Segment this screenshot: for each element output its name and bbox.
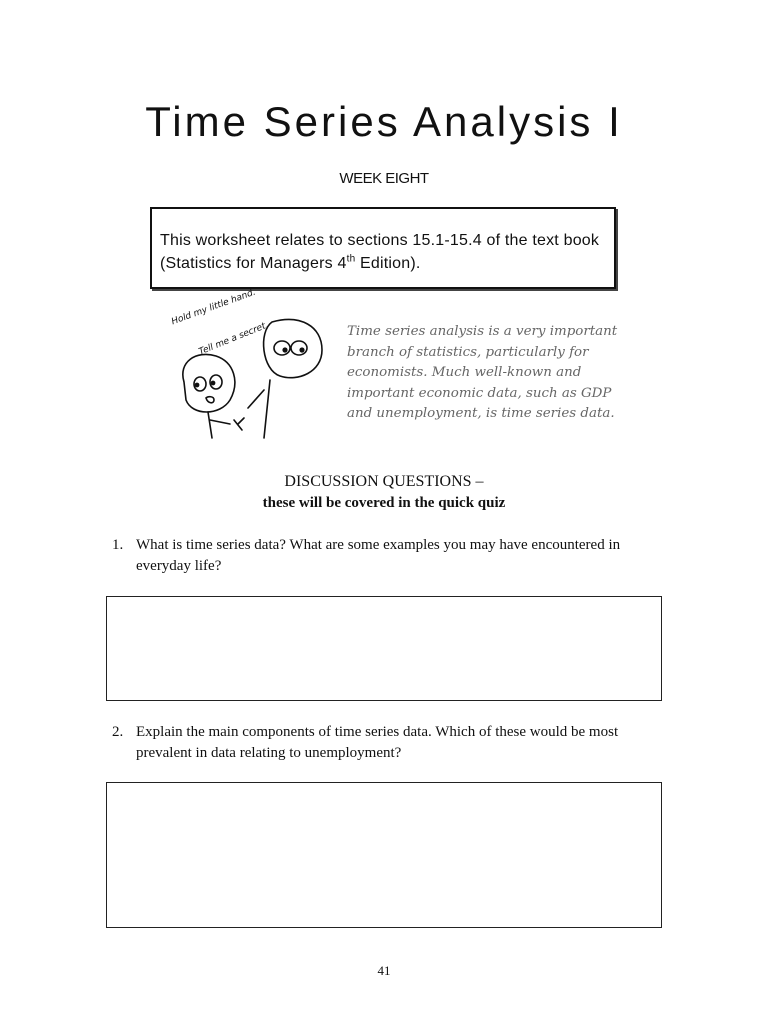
comic-caption-left: Hold my little hand. (170, 287, 258, 328)
question-1 (112, 535, 672, 577)
week-label: WEEK EIGHT (339, 170, 429, 187)
discussion-subheading: these will be covered in the quick quiz (262, 495, 506, 511)
question-2 (112, 722, 672, 764)
stick-figure-comic (170, 287, 344, 440)
relates-superscript: th (346, 253, 356, 265)
comic-caption-right: Tell me a secret. (197, 320, 270, 358)
answer-box-2[interactable] (106, 782, 662, 928)
question-text: What is time series data? What are some examples you may have encountered in everyday life? (136, 537, 621, 574)
answer-box-1[interactable] (106, 596, 662, 701)
page-number: 41 (377, 963, 391, 978)
relates-text: This worksheet relates to sections 15.1-15.4 of the text book (Statistics for Managers 4 (160, 232, 600, 272)
intro-paragraph: Time series analysis is a very important branch of statistics, particularly for economists. Much well-known and important economic data, such as GDP and unemployment, is time series data. (347, 324, 618, 421)
relates-box (150, 207, 616, 289)
question-number: 2. (112, 724, 124, 740)
page-title: Time Series Analysis I (145, 98, 623, 145)
question-number: 1. (112, 537, 124, 553)
discussion-heading: DISCUSSION QUESTIONS – (284, 473, 484, 490)
relates-text-end: Edition). (355, 255, 421, 272)
question-text: Explain the main components of time series data. Which of these would be most prevalent in data relating to unemployment? (136, 724, 619, 761)
